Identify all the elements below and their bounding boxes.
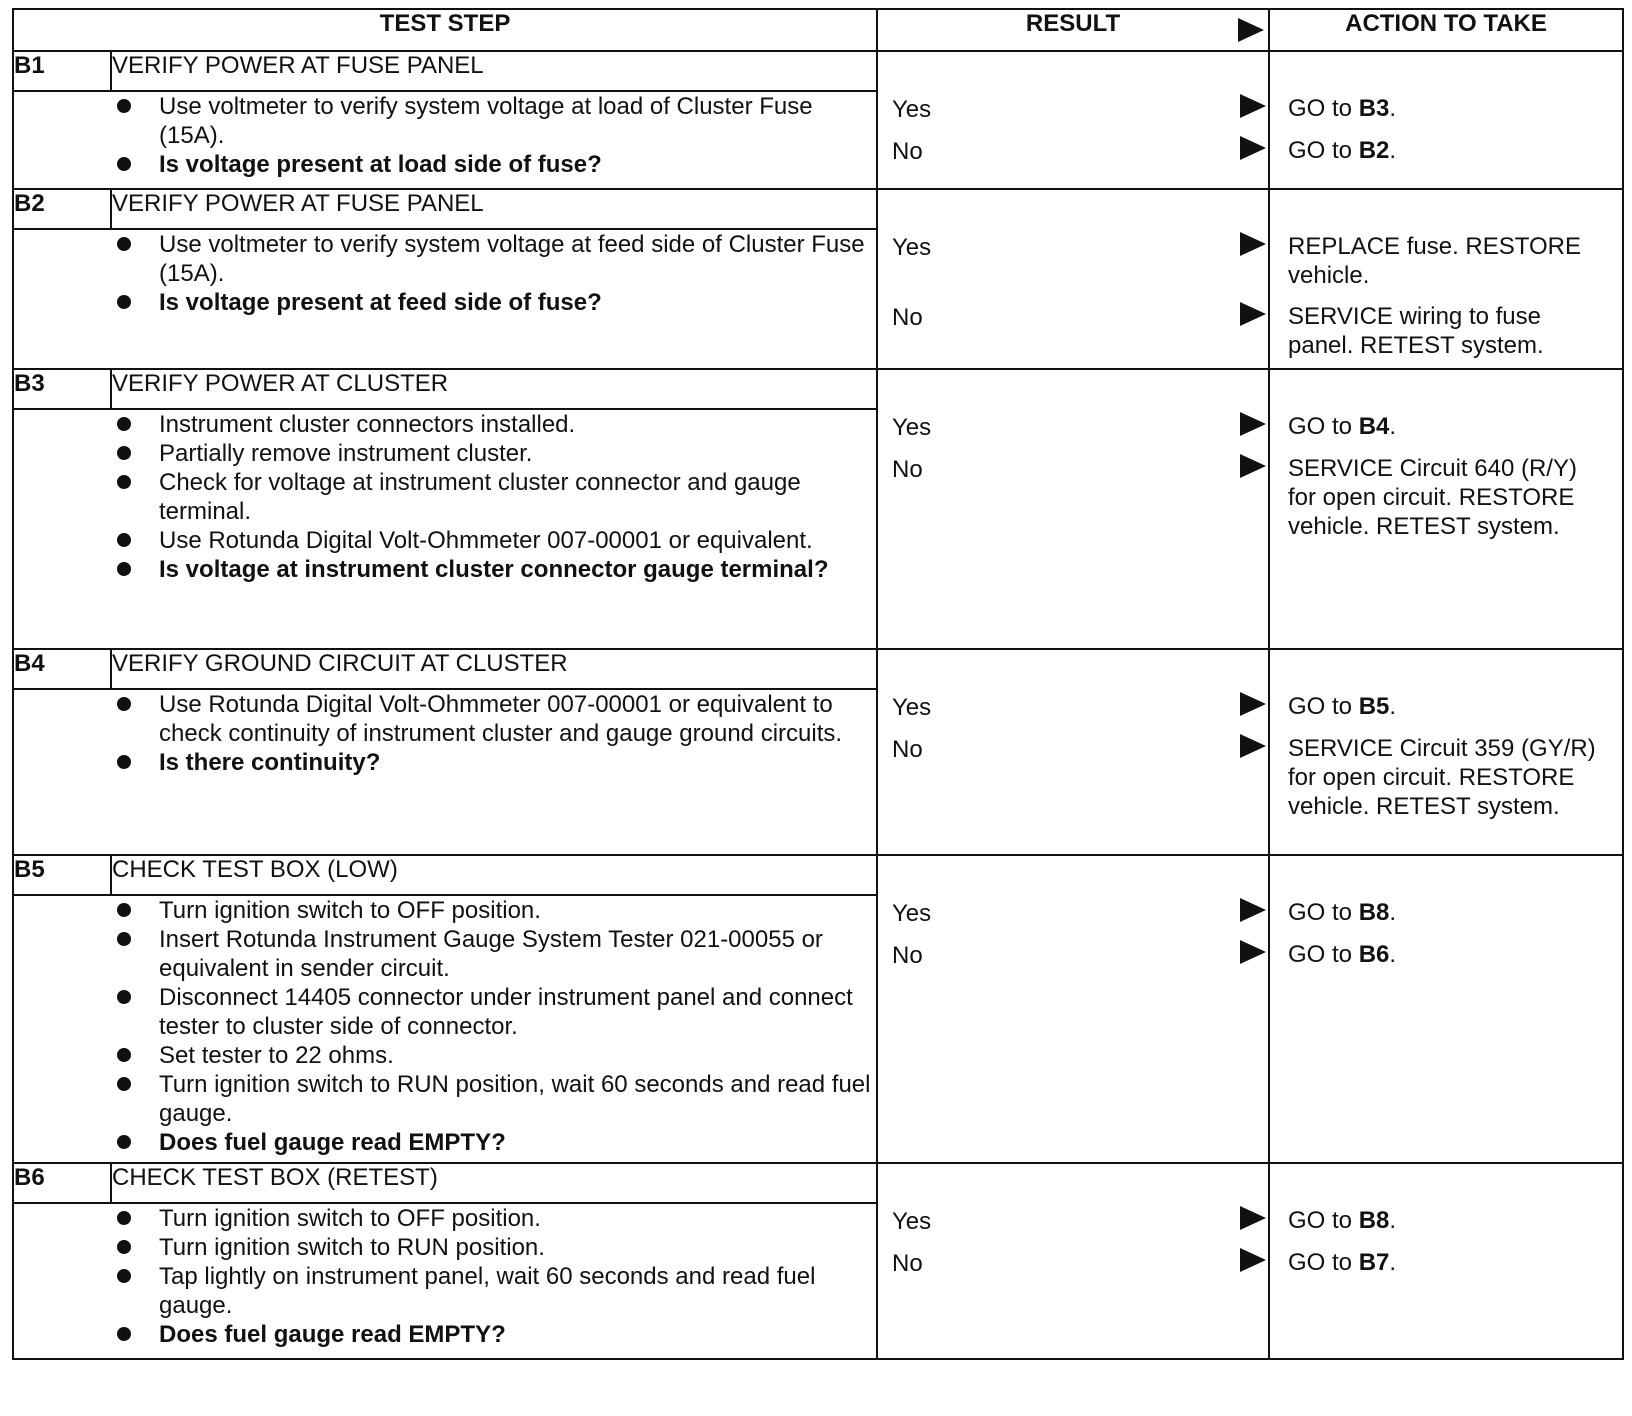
step-title-row — [13, 649, 1623, 689]
action-step-ref: B6 — [1358, 941, 1390, 968]
action-cell — [1269, 649, 1623, 855]
result-arrow-icon — [1240, 302, 1266, 331]
action-text — [1288, 454, 1610, 541]
action-text-tail: . — [1389, 1249, 1397, 1276]
action-step-ref: B3 — [1358, 95, 1390, 122]
header-arrow-icon — [1238, 18, 1264, 49]
action-text-tail: . — [1389, 941, 1397, 968]
item-text: Turn ignition switch to OFF position. — [159, 897, 541, 924]
bullet-icon — [117, 1269, 131, 1283]
action-text-main: GO to — [1288, 899, 1359, 926]
header-test-step: TEST STEP — [13, 9, 877, 51]
result-label: Yes — [892, 694, 932, 721]
action-step-ref: B7 — [1358, 1249, 1390, 1276]
bullet-icon — [117, 237, 131, 251]
step-question — [111, 1320, 876, 1349]
step-title: VERIFY POWER AT FUSE PANEL — [111, 51, 877, 91]
action-step-ref: B2 — [1358, 137, 1390, 164]
step-id: B2 — [13, 189, 111, 229]
step-id: B4 — [13, 649, 111, 689]
item-text: Disconnect 14405 connector under instrument panel and connect tester to cluster side of connector. — [159, 984, 853, 1040]
result-arrow-icon — [1240, 734, 1266, 763]
step-body — [111, 1203, 877, 1359]
step-instruction — [111, 983, 876, 1041]
step-body — [111, 689, 877, 855]
header-row — [13, 9, 1623, 51]
step-instruction — [111, 1041, 876, 1070]
action-cell — [1269, 369, 1623, 649]
step-body — [111, 895, 877, 1163]
bullet-icon — [117, 562, 131, 576]
step-question — [111, 288, 876, 317]
result-arrow-icon — [1240, 454, 1266, 483]
item-text: Use Rotunda Digital Volt-Ohmmeter 007-00001 or equivalent to check continuity of instrument cluster and gauge ground circuits. — [159, 691, 843, 747]
step-items — [111, 896, 876, 1157]
header-result — [877, 9, 1269, 51]
action-text-tail: . — [1389, 137, 1397, 164]
header-action: ACTION TO TAKE — [1269, 9, 1623, 51]
action-cell — [1269, 189, 1623, 369]
step-items — [111, 1204, 876, 1349]
action-text — [1288, 232, 1610, 290]
item-text: Is voltage present at feed side of fuse? — [159, 289, 602, 316]
item-text: Turn ignition switch to RUN position, wait 60 seconds and read fuel gauge. — [159, 1071, 871, 1127]
bullet-icon — [117, 533, 131, 547]
bullet-icon — [117, 1211, 131, 1225]
step-items — [111, 690, 876, 777]
step-title: VERIFY POWER AT FUSE PANEL — [111, 189, 877, 229]
bullet-icon — [117, 99, 131, 113]
bullet-icon — [117, 475, 131, 489]
item-text: Use voltmeter to verify system voltage at feed side of Cluster Fuse (15A). — [159, 231, 865, 287]
result-arrow-icon — [1240, 692, 1266, 721]
action-text-main: GO to — [1288, 693, 1359, 720]
step-title-row — [13, 855, 1623, 895]
result-label: No — [892, 942, 923, 969]
step-instruction — [111, 1204, 876, 1233]
step-question — [111, 1128, 876, 1157]
item-text: Use voltmeter to verify system voltage at load of Cluster Fuse (15A). — [159, 93, 813, 149]
action-step-ref: B8 — [1358, 1207, 1390, 1234]
step-instruction — [111, 468, 876, 526]
action-text-tail: . — [1389, 693, 1397, 720]
step-id: B5 — [13, 855, 111, 895]
bullet-icon — [117, 903, 131, 917]
result-label: No — [892, 456, 923, 483]
item-text: Turn ignition switch to OFF position. — [159, 1205, 541, 1232]
result-label: No — [892, 138, 923, 165]
result-arrow-icon — [1240, 1248, 1266, 1277]
step-instruction — [111, 1233, 876, 1262]
step-body-spacer — [13, 409, 111, 649]
action-cell — [1269, 1163, 1623, 1359]
step-body-spacer — [13, 895, 111, 1163]
step-id: B6 — [13, 1163, 111, 1203]
result-arrow-icon — [1240, 136, 1266, 165]
bullet-icon — [117, 697, 131, 711]
step-question — [111, 555, 876, 584]
action-text-main: GO to — [1288, 941, 1359, 968]
result-arrow-icon — [1240, 898, 1266, 927]
action-text-main: GO to — [1288, 137, 1359, 164]
step-instruction — [111, 230, 876, 288]
step-title-row — [13, 189, 1623, 229]
item-text: Partially remove instrument cluster. — [159, 440, 533, 467]
step-id: B3 — [13, 369, 111, 409]
step-instruction — [111, 896, 876, 925]
step-title: CHECK TEST BOX (LOW) — [111, 855, 877, 895]
bullet-icon — [117, 157, 131, 171]
action-text-tail: . — [1389, 1207, 1397, 1234]
result-cell — [877, 1163, 1269, 1359]
step-question — [111, 748, 876, 777]
step-instruction — [111, 439, 876, 468]
result-arrow-icon — [1240, 232, 1266, 261]
result-arrow-icon — [1240, 1206, 1266, 1235]
action-step-ref: B5 — [1358, 693, 1390, 720]
action-text-main: SERVICE Circuit 359 (GY/R) for open circuit. RESTORE vehicle. RETEST system. — [1288, 735, 1596, 820]
step-body-spacer — [13, 91, 111, 189]
result-label: Yes — [892, 900, 932, 927]
result-cell — [877, 189, 1269, 369]
item-text: Turn ignition switch to RUN position. — [159, 1234, 545, 1261]
result-cell — [877, 649, 1269, 855]
action-text-main: GO to — [1288, 1249, 1359, 1276]
step-items — [111, 410, 876, 584]
step-instruction — [111, 925, 876, 983]
bullet-icon — [117, 1048, 131, 1062]
action-text-tail: . — [1389, 413, 1397, 440]
bullet-icon — [117, 1135, 131, 1149]
step-title-row — [13, 1163, 1623, 1203]
bullet-icon — [117, 932, 131, 946]
action-text — [1288, 302, 1610, 360]
item-text: Is voltage present at load side of fuse? — [159, 151, 602, 178]
result-label: No — [892, 304, 923, 331]
step-instruction — [111, 1070, 876, 1128]
result-cell — [877, 51, 1269, 189]
step-body — [111, 229, 877, 369]
step-title-row — [13, 369, 1623, 409]
step-body — [111, 91, 877, 189]
result-arrow-icon — [1240, 940, 1266, 969]
bullet-icon — [117, 1327, 131, 1341]
action-text — [1288, 1206, 1610, 1235]
item-text: Tap lightly on instrument panel, wait 60 seconds and read fuel gauge. — [159, 1263, 816, 1319]
result-label: Yes — [892, 1208, 932, 1235]
item-text: Instrument cluster connectors installed. — [159, 411, 576, 438]
result-arrow-icon — [1240, 94, 1266, 123]
result-cell — [877, 369, 1269, 649]
item-text: Is there continuity? — [159, 749, 381, 776]
step-title: VERIFY POWER AT CLUSTER — [111, 369, 877, 409]
bullet-icon — [117, 1240, 131, 1254]
step-question — [111, 150, 876, 179]
action-cell — [1269, 51, 1623, 189]
step-instruction — [111, 690, 876, 748]
result-label: Yes — [892, 234, 932, 261]
step-instruction — [111, 410, 876, 439]
item-text: Set tester to 22 ohms. — [159, 1042, 394, 1069]
bullet-icon — [117, 417, 131, 431]
action-text — [1288, 734, 1610, 821]
action-text — [1288, 94, 1610, 123]
action-step-ref: B4 — [1358, 413, 1390, 440]
action-text — [1288, 898, 1610, 927]
action-text-main: GO to — [1288, 95, 1359, 122]
result-cell — [877, 855, 1269, 1163]
step-id: B1 — [13, 51, 111, 91]
action-text — [1288, 412, 1610, 441]
bullet-icon — [117, 295, 131, 309]
result-arrow-icon — [1240, 412, 1266, 441]
result-label: No — [892, 1250, 923, 1277]
step-items — [111, 230, 876, 317]
table-body — [13, 51, 1623, 1359]
action-text-main: GO to — [1288, 1207, 1359, 1234]
action-text-main: SERVICE Circuit 640 (R/Y) for open circuit. RESTORE vehicle. RETEST system. — [1288, 455, 1577, 540]
step-instruction — [111, 92, 876, 150]
action-text-main: GO to — [1288, 413, 1359, 440]
bullet-icon — [117, 755, 131, 769]
step-title: CHECK TEST BOX (RETEST) — [111, 1163, 877, 1203]
step-body — [111, 409, 877, 649]
action-text-main: SERVICE wiring to fuse panel. RETEST system. — [1288, 303, 1544, 359]
step-body-spacer — [13, 1203, 111, 1359]
bullet-icon — [117, 1077, 131, 1091]
action-step-ref: B8 — [1358, 899, 1390, 926]
item-text: Use Rotunda Digital Volt-Ohmmeter 007-00001 or equivalent. — [159, 527, 813, 554]
step-items — [111, 92, 876, 179]
item-text: Insert Rotunda Instrument Gauge System Tester 021-00055 or equivalent in sender circuit. — [159, 926, 823, 982]
diagnostic-table — [12, 8, 1624, 1360]
item-text: Check for voltage at instrument cluster connector and gauge terminal. — [159, 469, 801, 525]
result-label: Yes — [892, 96, 932, 123]
action-text-tail: . — [1389, 95, 1397, 122]
item-text: Does fuel gauge read EMPTY? — [159, 1129, 506, 1156]
action-text-main: REPLACE fuse. RESTORE vehicle. — [1288, 233, 1581, 289]
item-text: Does fuel gauge read EMPTY? — [159, 1321, 506, 1348]
action-text — [1288, 136, 1610, 165]
step-instruction — [111, 526, 876, 555]
result-label: Yes — [892, 414, 932, 441]
bullet-icon — [117, 990, 131, 1004]
step-title: VERIFY GROUND CIRCUIT AT CLUSTER — [111, 649, 877, 689]
diagnostic-table-sheet — [12, 8, 1622, 1408]
action-text-tail: . — [1389, 899, 1397, 926]
header-result-label: RESULT — [1025, 10, 1121, 37]
step-body-spacer — [13, 689, 111, 855]
action-text — [1288, 692, 1610, 721]
step-title-row — [13, 51, 1623, 91]
item-text: Is voltage at instrument cluster connector gauge terminal? — [159, 556, 829, 583]
action-cell — [1269, 855, 1623, 1163]
step-instruction — [111, 1262, 876, 1320]
result-label: No — [892, 736, 923, 763]
step-body-spacer — [13, 229, 111, 369]
action-text — [1288, 940, 1610, 969]
bullet-icon — [117, 446, 131, 460]
action-text — [1288, 1248, 1610, 1277]
